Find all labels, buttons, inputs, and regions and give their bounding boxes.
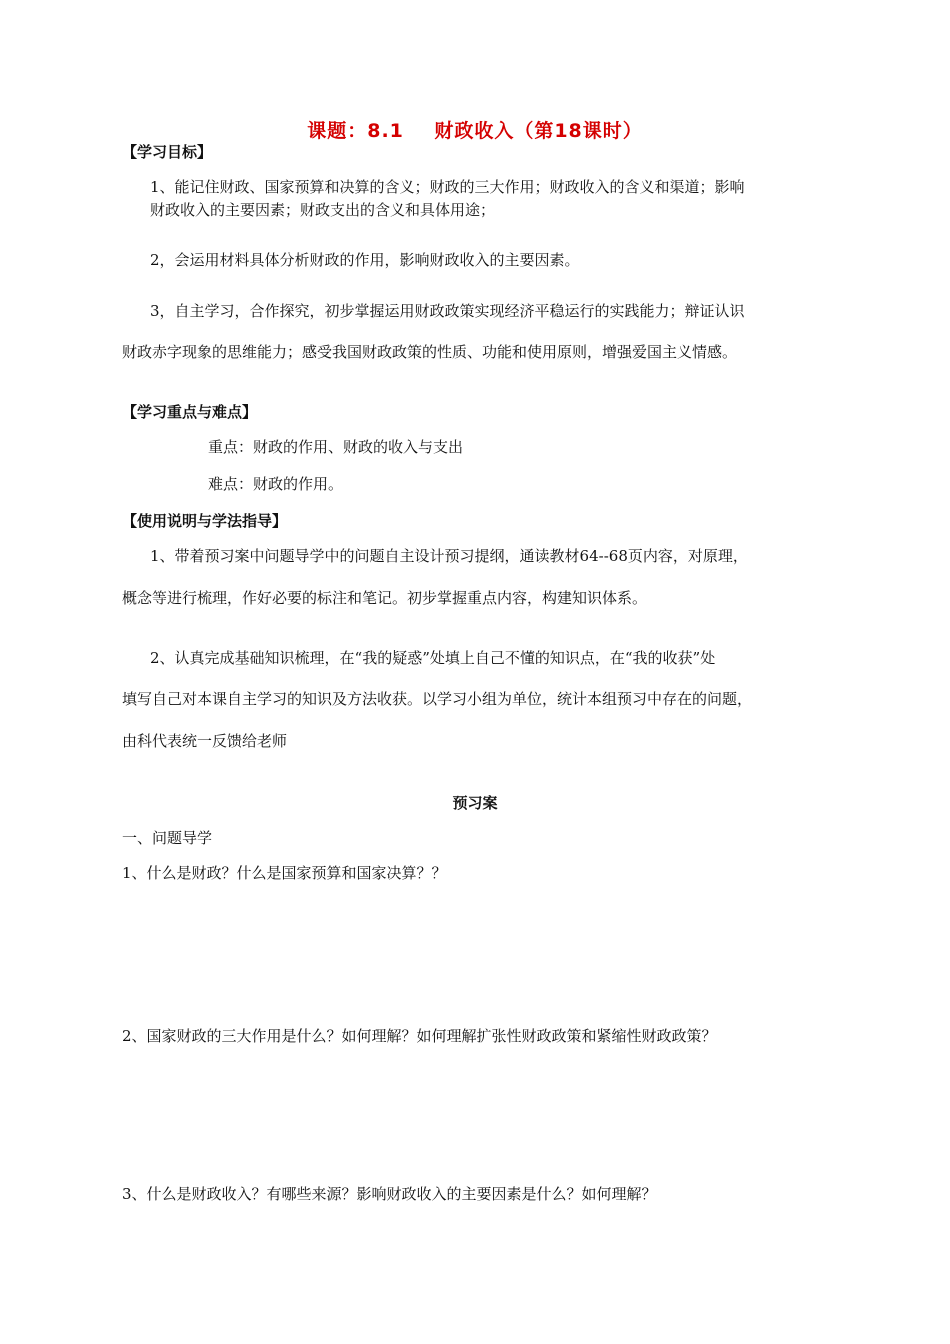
page-title: 课题：8.1 财政收入（第18课时） xyxy=(307,120,643,142)
instruction-1-line-2: 概念等进行梳理，作好必要的标注和笔记。初步掌握重点内容，构建知识体系。 xyxy=(122,589,648,607)
instructions-heading: 【使用说明与学法指导】 xyxy=(122,512,288,530)
objectives-heading: 【学习目标】 xyxy=(122,143,213,161)
question-3: 3、什么是财政收入？有哪些来源？影响财政收入的主要因素是什么？如何理解？ xyxy=(122,1185,657,1203)
objective-2: 2，会运用材料具体分析财政的作用，影响财政收入的主要因素。 xyxy=(150,251,580,269)
objective-1-line-2: 财政收入的主要因素；财政支出的含义和具体用途； xyxy=(150,201,496,219)
objective-1-line-1: 1、能记住财政、国家预算和决算的含义；财政的三大作用；财政收入的含义和渠道；影响 xyxy=(150,178,745,196)
objective-3-line-1: 3，自主学习，合作探究，初步掌握运用财政政策实现经济平稳运行的实践能力；辩证认识 xyxy=(150,302,745,320)
preview-heading: 预习案 xyxy=(452,794,498,812)
key-points-heading: 【学习重点与难点】 xyxy=(122,403,258,421)
instruction-1-line-1: 1、带着预习案中问题导学中的问题自主设计预习提纲，通读教材64--68页内容，对原理， xyxy=(150,547,748,565)
instruction-2-line-3: 由科代表统一反馈给老师 xyxy=(122,732,288,750)
preview-subheading: 一、问题导学 xyxy=(122,829,213,847)
instruction-2-line-1: 2、认真完成基础知识梳理，在“我的疑惑”处填上自己不懂的知识点，在“我的收获”处 xyxy=(150,649,716,667)
question-2: 2、国家财政的三大作用是什么？如何理解？如何理解扩张性财政政策和紧缩性财政政策？ xyxy=(122,1027,717,1045)
difficult-point: 难点：财政的作用。 xyxy=(208,475,344,493)
instruction-2-line-2: 填写自己对本课自主学习的知识及方法收获。以学习小组为单位，统计本组预习中存在的问题， xyxy=(122,690,753,708)
key-point: 重点：财政的作用、财政的收入与支出 xyxy=(208,438,464,456)
objective-3-line-2: 财政赤字现象的思维能力；感受我国财政政策的性质、功能和使用原则，增强爱国主义情感。 xyxy=(122,343,738,361)
question-1: 1、什么是财政？什么是国家预算和国家决算？？ xyxy=(122,864,447,882)
